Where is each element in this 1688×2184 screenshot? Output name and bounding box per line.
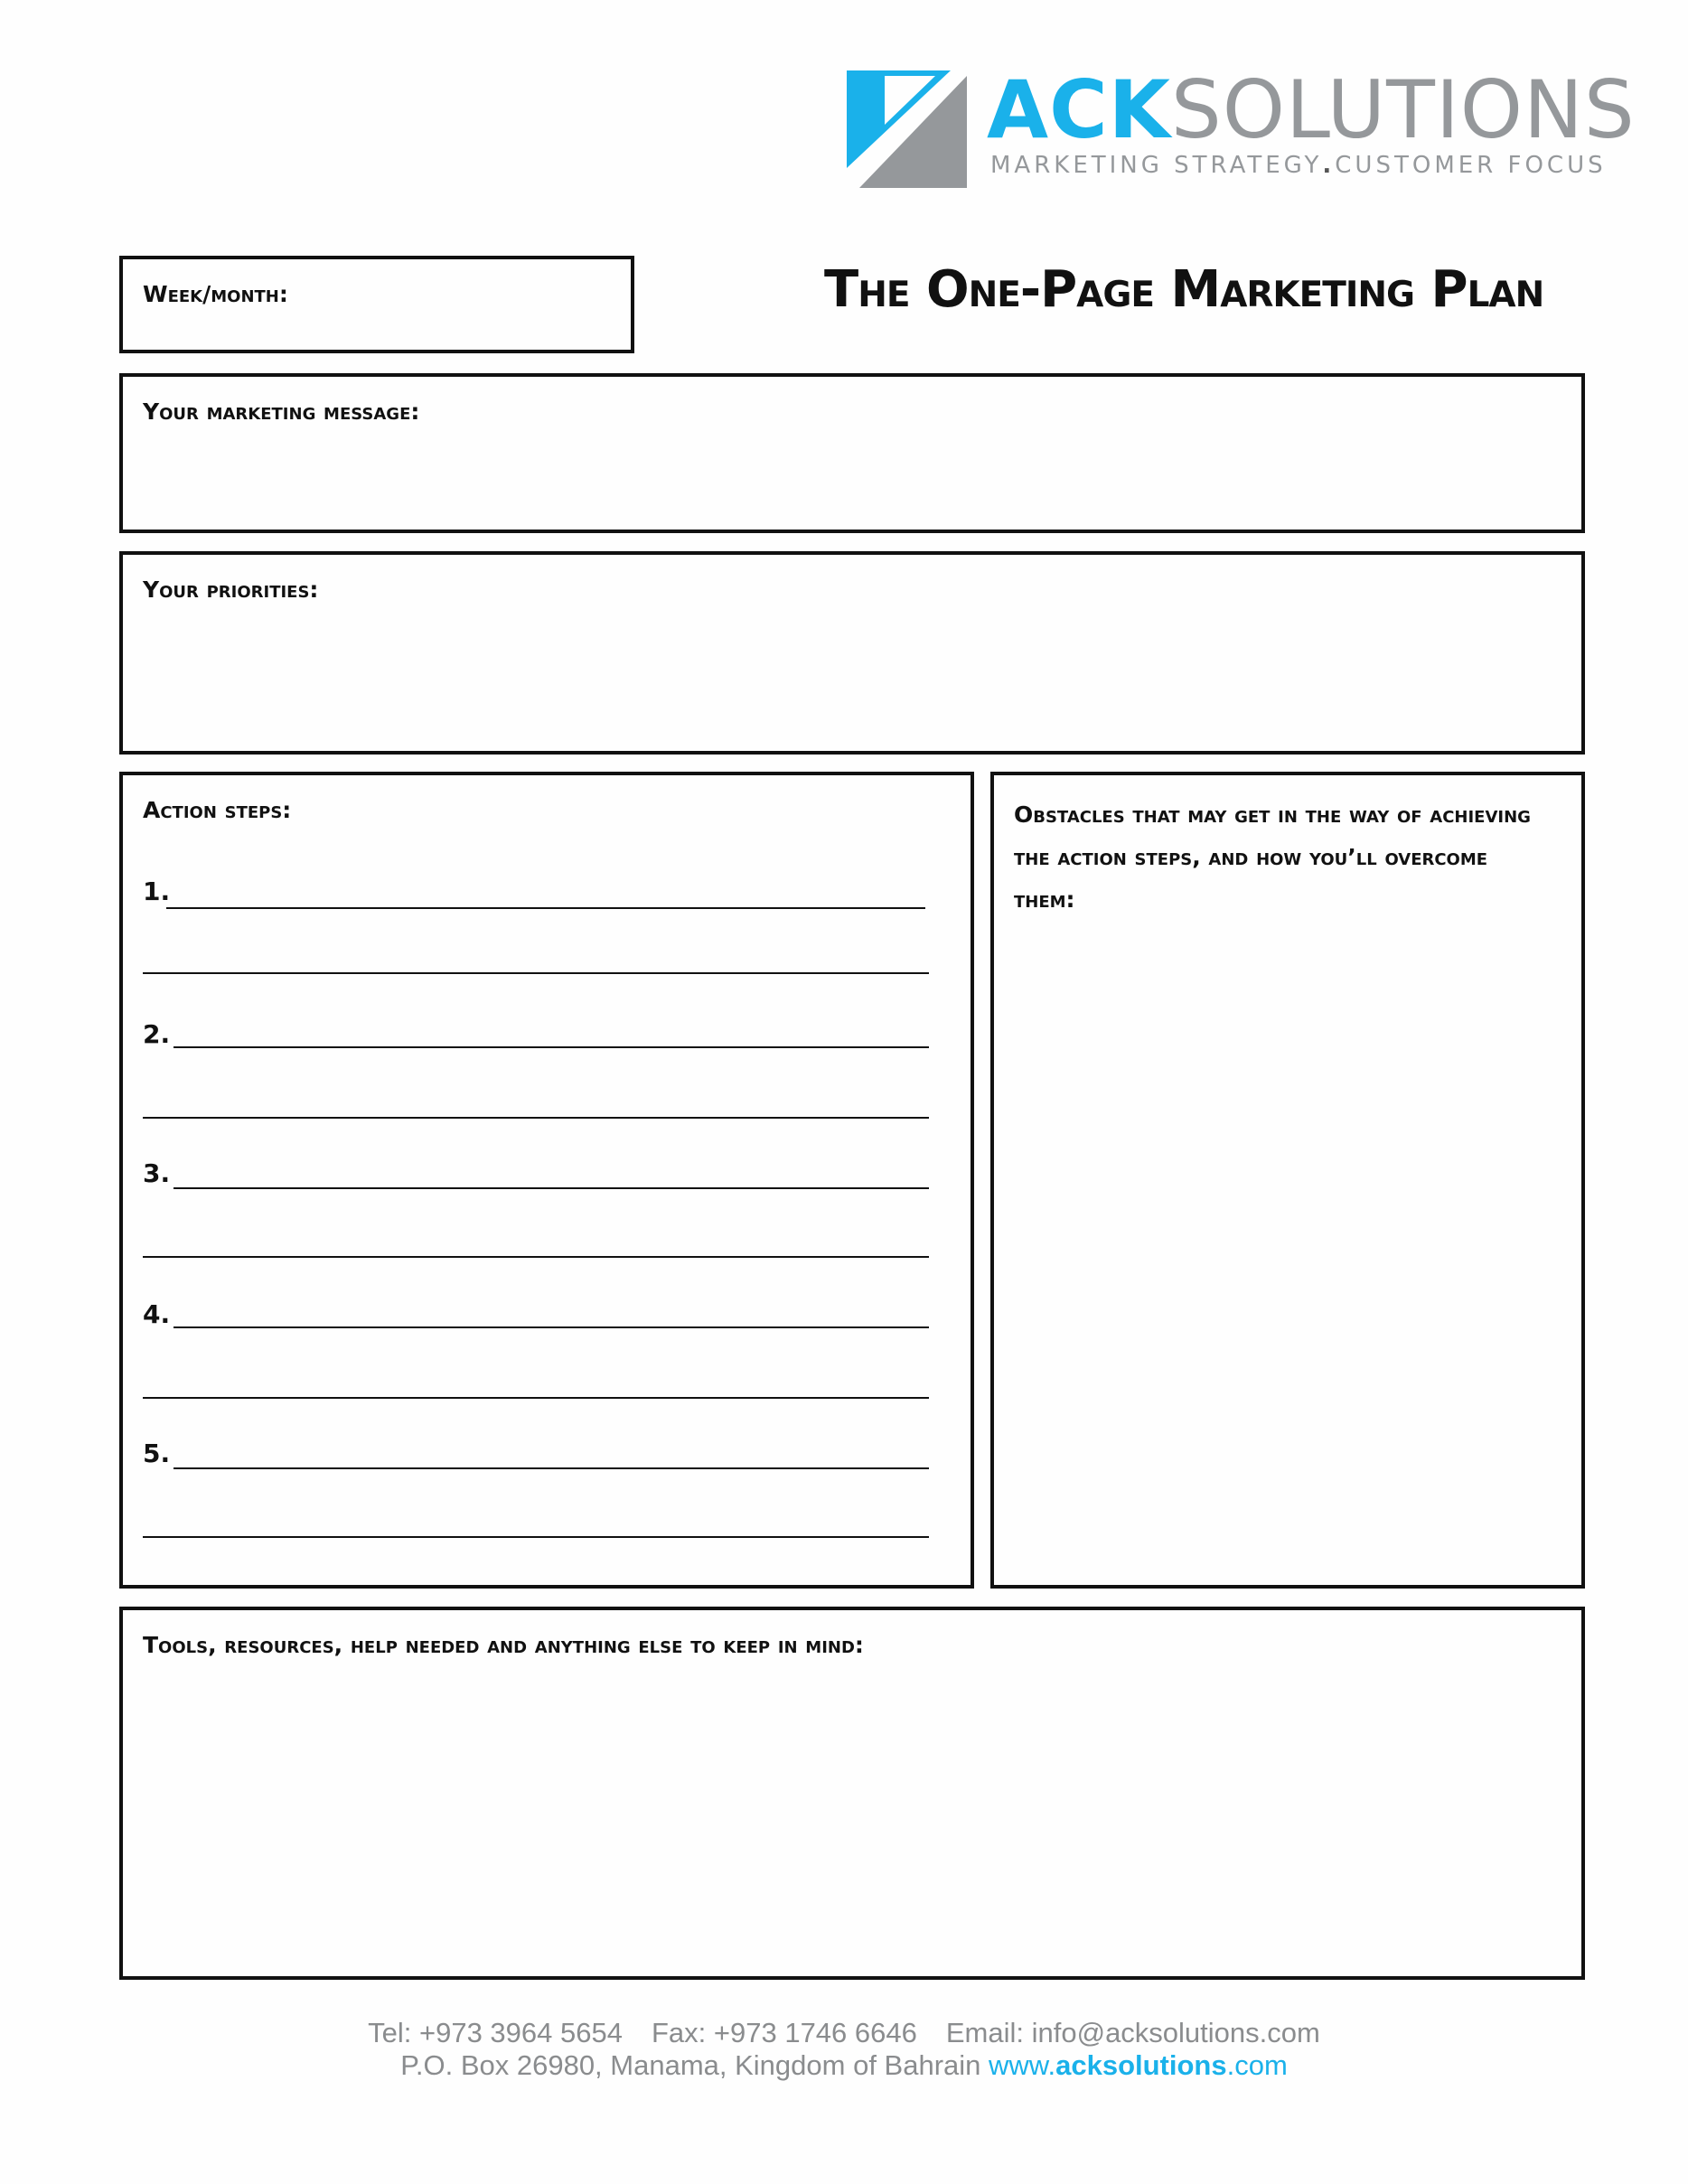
- footer: [0, 2017, 1688, 2082]
- action-step-3-line[interactable]: [173, 1187, 929, 1189]
- action-step-1-line[interactable]: [166, 907, 925, 909]
- footer-tel: Tel: +973 3964 5654: [368, 2017, 623, 2048]
- footer-address: P.O. Box 26980, Manama, Kingdom of Bahrain: [400, 2049, 981, 2081]
- week-month-label: Week/month:: [143, 281, 288, 307]
- marketing-message-field[interactable]: [119, 373, 1585, 533]
- page-title: The One-Page Marketing Plan: [824, 260, 1544, 319]
- obstacles-field[interactable]: [990, 772, 1585, 1589]
- website-name: acksolutions: [1055, 2049, 1227, 2081]
- logo-icon: [847, 70, 967, 188]
- footer-contact-line: [0, 2017, 1688, 2049]
- footer-fax: Fax: +973 1746 6646: [651, 2017, 917, 2048]
- action-step-5-line[interactable]: [173, 1467, 929, 1469]
- action-step-2-line[interactable]: [173, 1046, 929, 1048]
- action-step-number: 1.: [143, 876, 171, 906]
- tagline-dot: .: [1322, 152, 1336, 179]
- tagline-right: CUSTOMER FOCUS: [1335, 152, 1607, 179]
- action-step-3-line-2[interactable]: [143, 1256, 929, 1258]
- action-steps-section: [119, 772, 974, 1589]
- action-step-5-line-2[interactable]: [143, 1536, 929, 1538]
- brand-name: [987, 65, 1636, 155]
- tools-resources-field[interactable]: [119, 1607, 1585, 1980]
- action-step-number: 5.: [143, 1439, 171, 1468]
- obstacles-label: Obstacles that may get in the way of achieving the action steps, and how you’ll overcome them:: [1014, 801, 1531, 913]
- brand-logo: [987, 65, 1636, 179]
- footer-email[interactable]: Email: info@acksolutions.com: [945, 2017, 1320, 2048]
- footer-website-link[interactable]: [989, 2049, 1288, 2081]
- footer-address-line: [0, 2049, 1688, 2082]
- priorities-label: Your priorities:: [143, 576, 319, 603]
- website-suffix: .com: [1226, 2049, 1288, 2081]
- priorities-field[interactable]: [119, 551, 1585, 755]
- action-step-number: 4.: [143, 1299, 171, 1329]
- action-step-4-line-2[interactable]: [143, 1397, 929, 1399]
- tools-resources-label: Tools, resources, help needed and anything else to keep in mind:: [143, 1632, 864, 1658]
- action-step-2-line-2[interactable]: [143, 1117, 929, 1119]
- marketing-message-label: Your marketing message:: [143, 398, 420, 425]
- action-step-4-line[interactable]: [173, 1326, 929, 1328]
- week-month-field[interactable]: [119, 256, 634, 353]
- action-steps-label: Action steps:: [143, 797, 292, 823]
- website-prefix: www.: [989, 2049, 1056, 2081]
- brand-name-highlight: ACK: [987, 63, 1171, 156]
- brand-name-rest: SOLUTIONS: [1170, 63, 1636, 156]
- action-step-number: 2.: [143, 1019, 171, 1049]
- brand-tagline: [987, 152, 1636, 179]
- tagline-left: MARKETING STRATEGY: [990, 152, 1323, 179]
- action-step-number: 3.: [143, 1158, 171, 1188]
- action-step-1-line-2[interactable]: [143, 972, 929, 974]
